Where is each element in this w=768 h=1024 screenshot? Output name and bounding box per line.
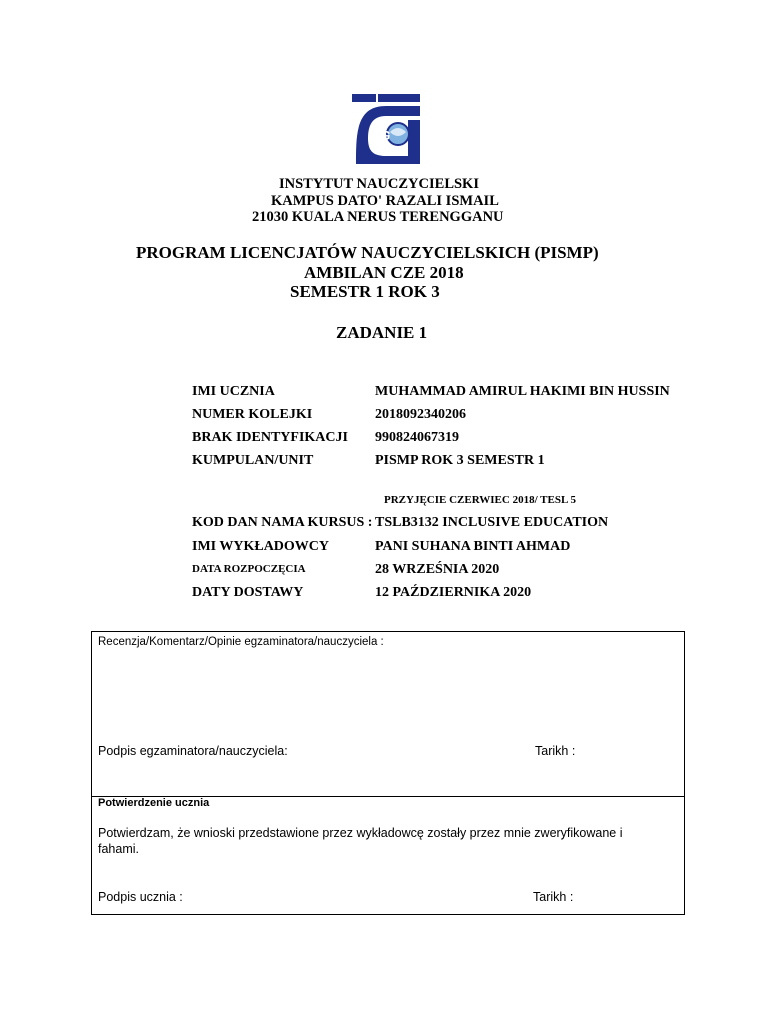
examiner-signature-label: Podpis egzaminatora/nauczyciela:: [98, 744, 288, 758]
ipg-logo: [352, 94, 420, 164]
id-number-label: BRAK IDENTYFIKACJI: [192, 430, 348, 445]
start-date-value: 28 WRZEŚNIA 2020: [375, 562, 500, 577]
semester-title: SEMESTR 1 ROK 3: [290, 282, 440, 301]
lecturer-value: PANI SUHANA BINTI AHMAD: [375, 539, 571, 554]
student-signature-label: Podpis ucznia :: [98, 890, 183, 904]
assignment-title: ZADANIE 1: [336, 323, 428, 342]
course-value: TSLB3132 INCLUSIVE EDUCATION: [375, 515, 609, 530]
confirmation-heading: Potwierdzenie ucznia: [98, 797, 210, 809]
logo-text: iPG: [367, 128, 391, 143]
institute-name: INSTYTUT NAUCZYCIELSKI: [279, 176, 479, 192]
student-name-label: IMI UCZNIA: [192, 384, 275, 399]
intake-title: AMBILAN CZE 2018: [304, 263, 464, 282]
group-note: PRZYJĘCIE CZERWIEC 2018/ TESL 5: [384, 494, 576, 506]
campus-name: KAMPUS DATO' RAZALI ISMAIL: [271, 193, 499, 209]
lecturer-label: IMI WYKŁADOWCY: [192, 539, 330, 554]
id-number-value: 990824067319: [375, 430, 459, 445]
confirmation-text-line2: fahami.: [98, 842, 139, 856]
start-date-label: DATA ROZPOCZĘCIA: [192, 563, 306, 575]
examiner-date-label: Tarikh :: [535, 744, 576, 758]
index-number-label: NUMER KOLEJKI: [192, 407, 313, 422]
due-date-value: 12 PAŹDZIERNIKA 2020: [375, 585, 532, 600]
index-number-value: 2018092340206: [375, 407, 466, 422]
due-date-label: DATY DOSTAWY: [192, 585, 304, 600]
group-label: KUMPULAN/UNIT: [192, 453, 314, 468]
program-title: PROGRAM LICENCJATÓW NAUCZYCIELSKICH (PISMP): [136, 243, 599, 262]
group-value: PISMP ROK 3 SEMESTR 1: [375, 453, 545, 468]
student-date-label: Tarikh :: [533, 890, 574, 904]
student-name-value: MUHAMMAD AMIRUL HAKIMI BIN HUSSIN: [375, 384, 670, 399]
review-label: Recenzja/Komentarz/Opinie egzaminatora/nauczyciela :: [98, 636, 384, 648]
course-label: KOD DAN NAMA KURSUS :: [192, 515, 373, 530]
campus-address: 21030 KUALA NERUS TERENGGANU: [252, 209, 504, 225]
confirmation-text-line1: Potwierdzam, że wnioski przedstawione przez wykładowcę zostały przez mnie zweryfikowane i: [98, 826, 623, 840]
review-box: [91, 631, 685, 915]
